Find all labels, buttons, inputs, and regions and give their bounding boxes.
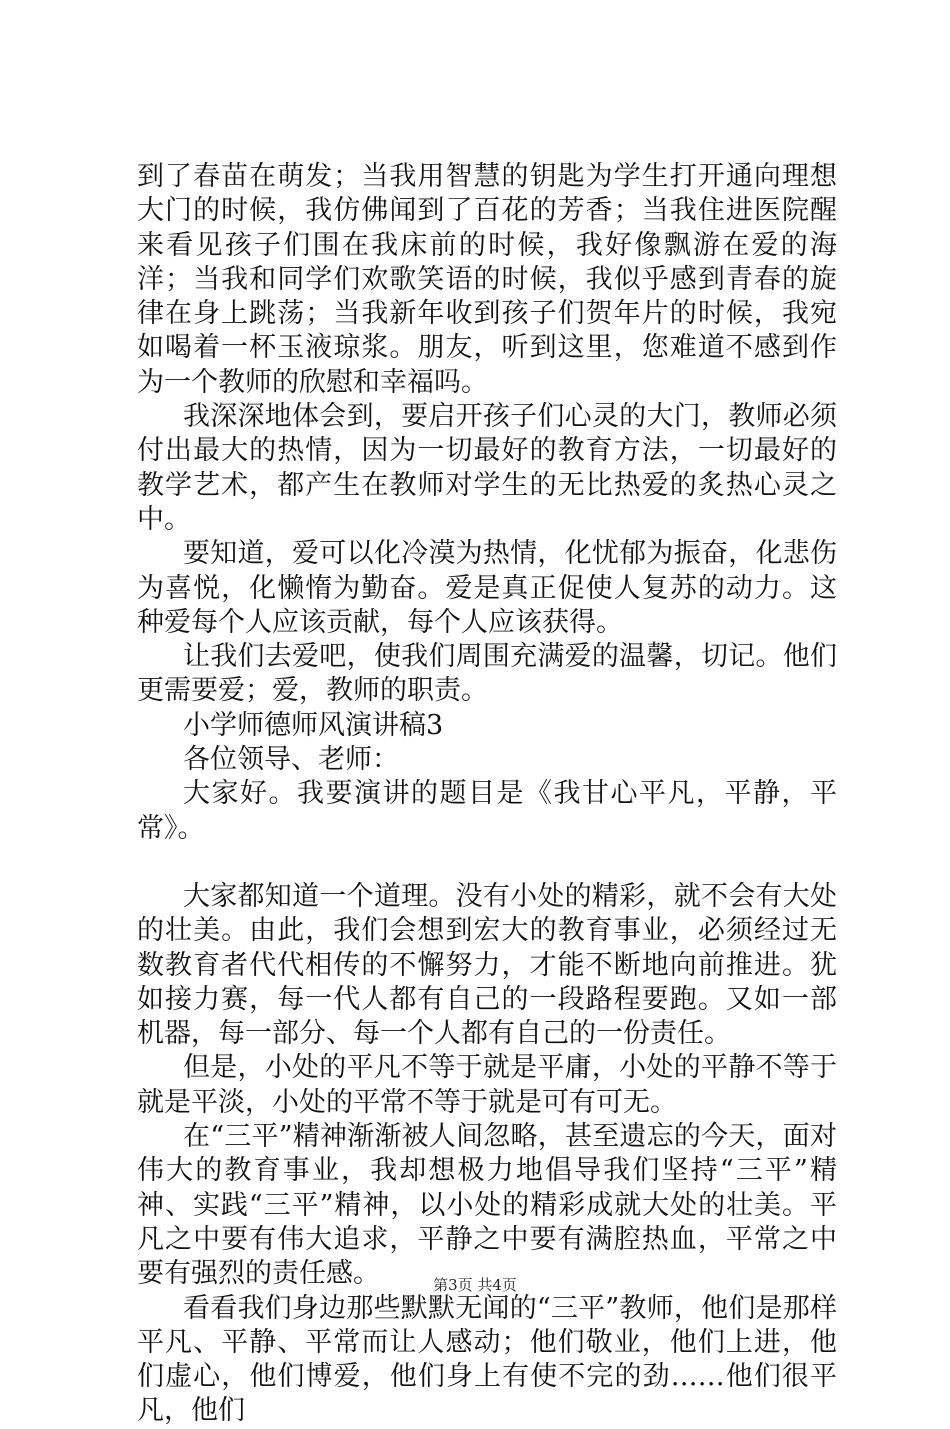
paragraph: 要知道，爱可以化冷漠为热情，化忧郁为振奋，化悲伤为喜悦，化懒惰为勤奋。爱是真正促使人复苏的动力。这种爱每个人应该贡献，每个人应该获得。	[137, 538, 837, 638]
page-number-footer: 第3页 共4页	[433, 1276, 517, 1294]
paragraph: 但是，小处的平凡不等于就是平庸，小处的平静不等于就是平淡，小处的平常不等于就是可有可无。	[137, 1052, 837, 1118]
paragraph: 在“三平”精神渐渐被人间忽略，甚至遗忘的今天，面对伟大的教育事业，我却想极力地倡导我们坚持“三平”精神、实践“三平”精神，以小处的精彩成就大处的壮美。平凡之中要有伟大追求，平静之中要有满腔热血，平常之中要有强烈的责任感。	[137, 1121, 837, 1290]
paragraph: 我深深地体会到，要启开孩子们心灵的大门，教师必须付出最大的热情，因为一切最好的教育方法，一切最好的教学艺术，都产生在教师对学生的无比热爱的炙热心灵之中。	[137, 401, 837, 535]
document-body	[137, 160, 837, 1429]
paragraph-continuation: 到了春苗在萌发；当我用智慧的钥匙为学生打开通向理想大门的时候，我仿佛闻到了百花的芳香；当我住进医院醒来看见孩子们围在我床前的时候，我好像飘游在爱的海洋；当我和同学们欢歌笑语的时候，我似乎感到青春的旋律在身上跳荡；当我新年收到孩子们贺年片的时候，我宛如喝着一杯玉液琼浆。朋友，听到这里，您难道不感到作为一个教师的欣慰和幸福吗。	[137, 161, 837, 398]
paragraph: 大家好。我要演讲的题目是《我甘心平凡，平静，平常》。	[137, 778, 837, 844]
salutation: 各位领导、老师：	[183, 744, 399, 776]
paragraph: 让我们去爱吧，使我们周围充满爱的温馨，切记。他们更需要爱；爱，教师的职责。	[137, 641, 837, 707]
paragraph: 大家都知道一个道理。没有小处的精彩，就不会有大处的壮美。由此，我们会想到宏大的教育事业，必须经过无数教育者代代相传的不懈努力，才能不断地向前推进。犹如接力赛，每一代人都有自己的一段路程要跑。又如一部机器，每一部分、每一个人都有自己的一份责任。	[137, 880, 837, 1050]
paragraph: 看看我们身边那些默默无闻的“三平”教师，他们是那样平凡、平静、平常而让人感动；他们敬业，他们上进，他们虚心，他们博爱，他们身上有使不完的劲……他们很平凡，他们	[137, 1292, 837, 1427]
section-title: 小学师德师风演讲稿3	[183, 709, 444, 741]
